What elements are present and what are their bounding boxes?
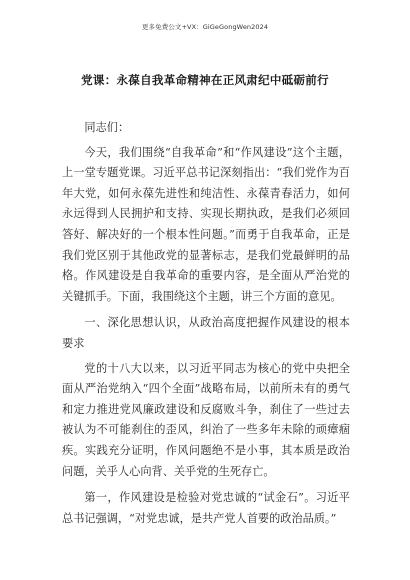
document-title: 党课：永葆自我革命精神在正风肃纪中砥砺前行 (81, 73, 329, 87)
body-paragraph: 党的十八大以来，以习近平同志为核心的党中央把全面从严治党纳入“四个全面”战略布局，以前所未有的勇气和定力推进党风廉政建设和反腐败斗争，刹住了一些过去被认为不可能刹住的歪风，纠治了一些多年未除的顽瘴痼疾。实践充分证明，作风问题绝不是小事，其本质是政治问题，关乎人心向背、关乎党的生死存亡。 (62, 361, 350, 478)
salutation: 同志们： (84, 121, 130, 134)
section-heading: 一、深化思想认识，从政治高度把握作风建设的根本要求 (62, 316, 350, 350)
body-paragraph: 今天，我们围绕“自我革命”和“作风建设”这个主题，上一堂专题党课。习近平总书记深刻指出：“我们党作为百年大党，如何永葆先进性和纯洁性、永葆青春活力，如何永远得到人民拥护和支持、实现长期执政，是我们必须回答好、解决好的一个根本性问题。”而勇于自我革命，正是我们党区别于其他政党的显著标志，是我们党最鲜明的品格。作风建设是自我革命的重要内容，是全面从严治党的关键抓手。下面，我围绕这个主题，讲三个方面的意见。 (62, 145, 350, 303)
document-body (62, 118, 350, 529)
body-paragraph: 第一，作风建设是检验对党忠诚的“试金石”。习近平总书记强调，“对党忠诚，是共产党人首要的政治品质。” (62, 491, 350, 525)
header-note: 更多免费公文+VX：GiGeGongWen2024 (141, 23, 269, 31)
